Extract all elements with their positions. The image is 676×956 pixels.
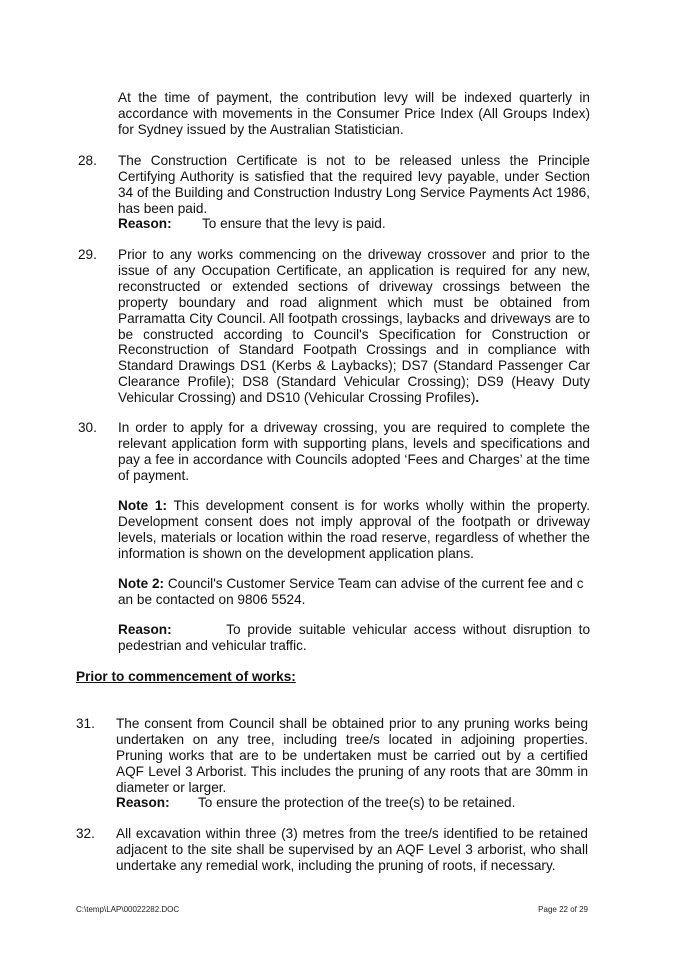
item-29-text	[118, 247, 590, 406]
note-1-text: This development consent is for works wholly within the property. Development consent does not imply approval of the footpath or driveway levels, materials or location within the road reserve, regardless of whether the information is shown on the development application plans.	[118, 498, 590, 561]
item-29-number: 29.	[78, 247, 97, 262]
reason-label: Reason:	[116, 795, 170, 810]
item-32-number: 32.	[76, 826, 95, 841]
note-2-label: Note 2:	[118, 576, 165, 591]
reason-label: Reason:	[118, 622, 172, 637]
reason-text: To provide suitable vehicular access without disruption to pedestrian and vehicular traffic.	[118, 622, 591, 653]
item-30-number: 30.	[78, 420, 97, 435]
item-31-reason	[116, 795, 515, 811]
intro-paragraph: At the time of payment, the contribution levy will be indexed quarterly in accordance with movements in the Consumer Price Index (All Groups Index) for Sydney issued by the Australian Statistician.	[118, 90, 590, 137]
section-heading: Prior to commencement of works:	[76, 669, 296, 684]
item-29-end-mark: .	[475, 390, 480, 406]
item-30-reason	[118, 622, 590, 654]
reason-label: Reason:	[118, 216, 172, 231]
reason-text: To ensure the protection of the tree(s) to be retained.	[198, 795, 516, 810]
item-28-text: The Construction Certificate is not to be released unless the Principle Certifying Authority is satisfied that the required levy payable, under Section 34 of the Building and Construction Industry Long Service Payments Act 1986, has been paid.	[118, 153, 590, 216]
item-28-reason	[118, 216, 386, 232]
item-30-note-1	[118, 498, 590, 562]
item-31-number: 31.	[76, 716, 95, 731]
item-30-note-2	[118, 576, 590, 608]
item-32-text: All excavation within three (3) metres from the tree/s identified to be retained adjacent to the site shall be supervised by an AQF Level 3 arborist, who shall undertake any remedial work, including the pruning of roots, if necessary.	[116, 826, 588, 873]
item-28-number: 28.	[78, 153, 97, 168]
footer-file-path: C:\temp\LAP\00022282.DOC	[76, 905, 180, 914]
reason-text: To ensure that the levy is paid.	[202, 216, 386, 231]
footer-page-number: Page 22 of 29	[538, 905, 588, 914]
note-1-label: Note 1:	[118, 498, 167, 513]
item-30-text: In order to apply for a driveway crossing, you are required to complete the relevant application form with supporting plans, levels and specifications and pay a fee in accordance with Councils adopted ‘Fees and Charges’ at the time of payment.	[118, 420, 590, 483]
item-31-text: The consent from Council shall be obtained prior to any pruning works being undertaken on any tree, including tree/s located in adjoining properties. Pruning works that are to be undertaken must be carried out by a certified AQF Level 3 Arborist. This includes the pruning of any roots that are 30mm in diameter or larger.	[116, 716, 588, 795]
note-2-text: Council's Customer Service Team can advise of the current fee and c an be contacted on 9806 5524.	[118, 576, 584, 607]
item-29-body: Prior to any works commencing on the driveway crossover and prior to the issue of any Occupation Certificate, an application is required for any new, reconstructed or extended sections of driveway crossings between the property boundary and road alignment which must be obtained from Parramatta City Council. All footpath crossings, laybacks and driveways are to be constructed according to Council's Specification for Construction or Reconstruction of Standard Footpath Crossings and in compliance with Standard Drawings DS1 (Kerbs & Laybacks); DS7 (Standard Passenger Car Clearance Profile); DS8 (Standard Vehicular Crossing); DS9 (Heavy Duty Vehicular Crossing) and DS10 (Vehicular Crossing Profiles)	[118, 247, 590, 406]
